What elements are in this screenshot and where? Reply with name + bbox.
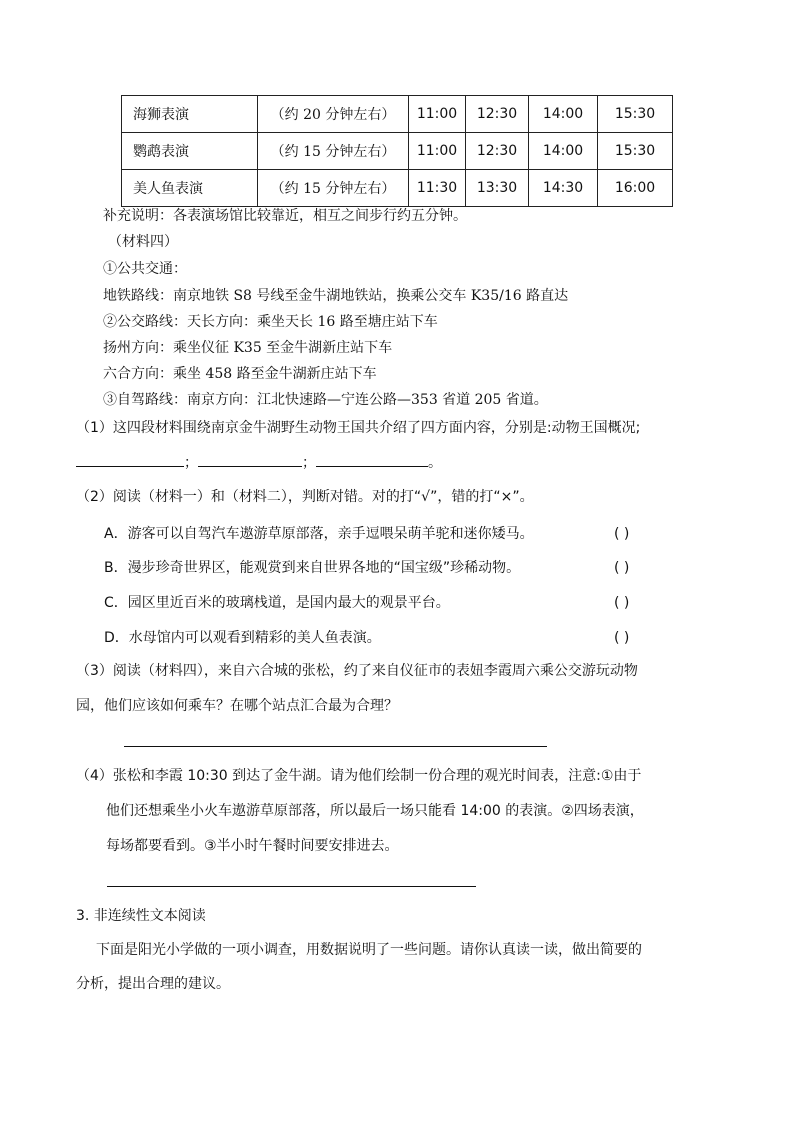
show-time: 15:30 — [598, 96, 673, 133]
question-3-line-1: （3）阅读（材料四），来自六合城的张松，约了来自仪征市的表妞李霞周六乘公交游玩动物 — [76, 663, 638, 679]
show-time: 14:00 — [529, 96, 598, 133]
blank-end: 。 — [428, 455, 442, 471]
answer-blank-2[interactable] — [198, 452, 302, 467]
question-4-line-3: 每场都要看到。③半小时午餐时间要安排进去。 — [106, 838, 399, 854]
question-2-option-b: B．漫步珍奇世界区，能观赏到来自世界各地的“国宝级”珍稀动物。 — [104, 560, 521, 576]
show-time: 11:00 — [409, 96, 466, 133]
question-2-option-d: D．水母馆内可以观看到精彩的美人鱼表演。 — [104, 630, 381, 646]
schedule-row — [122, 133, 673, 170]
schedule-row — [122, 170, 673, 207]
answer-blank-3[interactable] — [316, 452, 428, 467]
material4-heading: （材料四） — [108, 234, 178, 250]
question-2-option-a: A．游客可以自驾汽车遨游草原部落，亲手逗喂呆萌羊驼和迷你矮马。 — [104, 526, 534, 542]
question-1-text: （1）这四段材料围绕南京金牛湖野生动物王国共介绍了四方面内容，分别是:动物王国概况; — [76, 420, 641, 436]
show-time: 13:30 — [466, 170, 529, 207]
show-time: 12:30 — [466, 133, 529, 170]
metro-route: 地铁路线：南京地铁 S8 号线至金牛湖地铁站，换乘公交车 K35/16 路直达 — [103, 288, 569, 304]
bus-route-yangzhou: 扬州方向：乘坐仪征 K35 至金牛湖新庄站下车 — [103, 340, 393, 356]
driving-route: ③自驾路线：南京方向：江北快速路—宁连公路—353 省道 205 省道。 — [103, 392, 548, 408]
performance-schedule-table — [121, 95, 673, 207]
show-time: 16:00 — [598, 170, 673, 207]
performance-duration: （约 15 分钟左右） — [258, 133, 409, 170]
answer-paren-a[interactable]: ( ) — [614, 526, 630, 542]
performance-name: 海狮表演 — [122, 96, 258, 133]
answer-paren-d[interactable]: ( ) — [614, 630, 630, 646]
answer-paren-c[interactable]: ( ) — [614, 595, 630, 611]
question-1-answer-line — [76, 452, 442, 473]
question-2-text: （2）阅读（材料一）和（材料二），判断对错。对的打“√”，错的打“×”。 — [76, 489, 534, 505]
performance-name: 鹦鹉表演 — [122, 133, 258, 170]
show-time: 14:00 — [529, 133, 598, 170]
blank-separator: ； — [302, 455, 316, 471]
question-4-line-2: 他们还想乘坐小火车遨游草原部落，所以最后一场只能看 14:00 的表演。②四场表演， — [106, 803, 644, 819]
show-time: 14:30 — [529, 170, 598, 207]
section-3-intro-line-1: 下面是阳光小学做的一项小调查，用数据说明了一些问题。请你认真读一读，做出简要的 — [96, 942, 642, 958]
blank-separator: ； — [184, 455, 198, 471]
public-transport-heading: ①公共交通： — [103, 261, 187, 277]
schedule-row — [122, 96, 673, 133]
question-3-line-2: 园，他们应该如何乘车？在哪个站点汇合最为合理？ — [76, 698, 398, 714]
show-time: 11:00 — [409, 133, 466, 170]
section-3-title: 3. 非连续性文本阅读 — [76, 908, 206, 924]
answer-blank-1[interactable] — [76, 452, 184, 467]
performance-name: 美人鱼表演 — [122, 170, 258, 207]
supplementary-note: 补充说明：各表演场馆比较靠近，相互之间步行约五分钟。 — [103, 208, 467, 224]
question-4-line-1: （4）张松和李霞 10:30 到达了金牛湖。请为他们绘制一份合理的观光时间表，注意:①由于 — [76, 768, 642, 784]
show-time: 11:30 — [409, 170, 466, 207]
question-3-answer-line[interactable] — [124, 746, 547, 747]
question-4-answer-line[interactable] — [107, 886, 476, 887]
show-time: 15:30 — [598, 133, 673, 170]
answer-paren-b[interactable]: ( ) — [614, 560, 630, 576]
question-2-option-c: C．园区里近百米的玻璃栈道，是国内最大的观景平台。 — [104, 595, 450, 611]
performance-duration: （约 20 分钟左右） — [258, 96, 409, 133]
section-3-intro-line-2: 分析，提出合理的建议。 — [76, 976, 230, 992]
show-time: 12:30 — [466, 96, 529, 133]
bus-route-tianchang: ②公交路线：天长方向：乘坐天长 16 路至塘庄站下车 — [103, 314, 438, 330]
bus-route-liuhe: 六合方向：乘坐 458 路至金牛湖新庄站下车 — [103, 366, 377, 382]
performance-duration: （约 15 分钟左右） — [258, 170, 409, 207]
